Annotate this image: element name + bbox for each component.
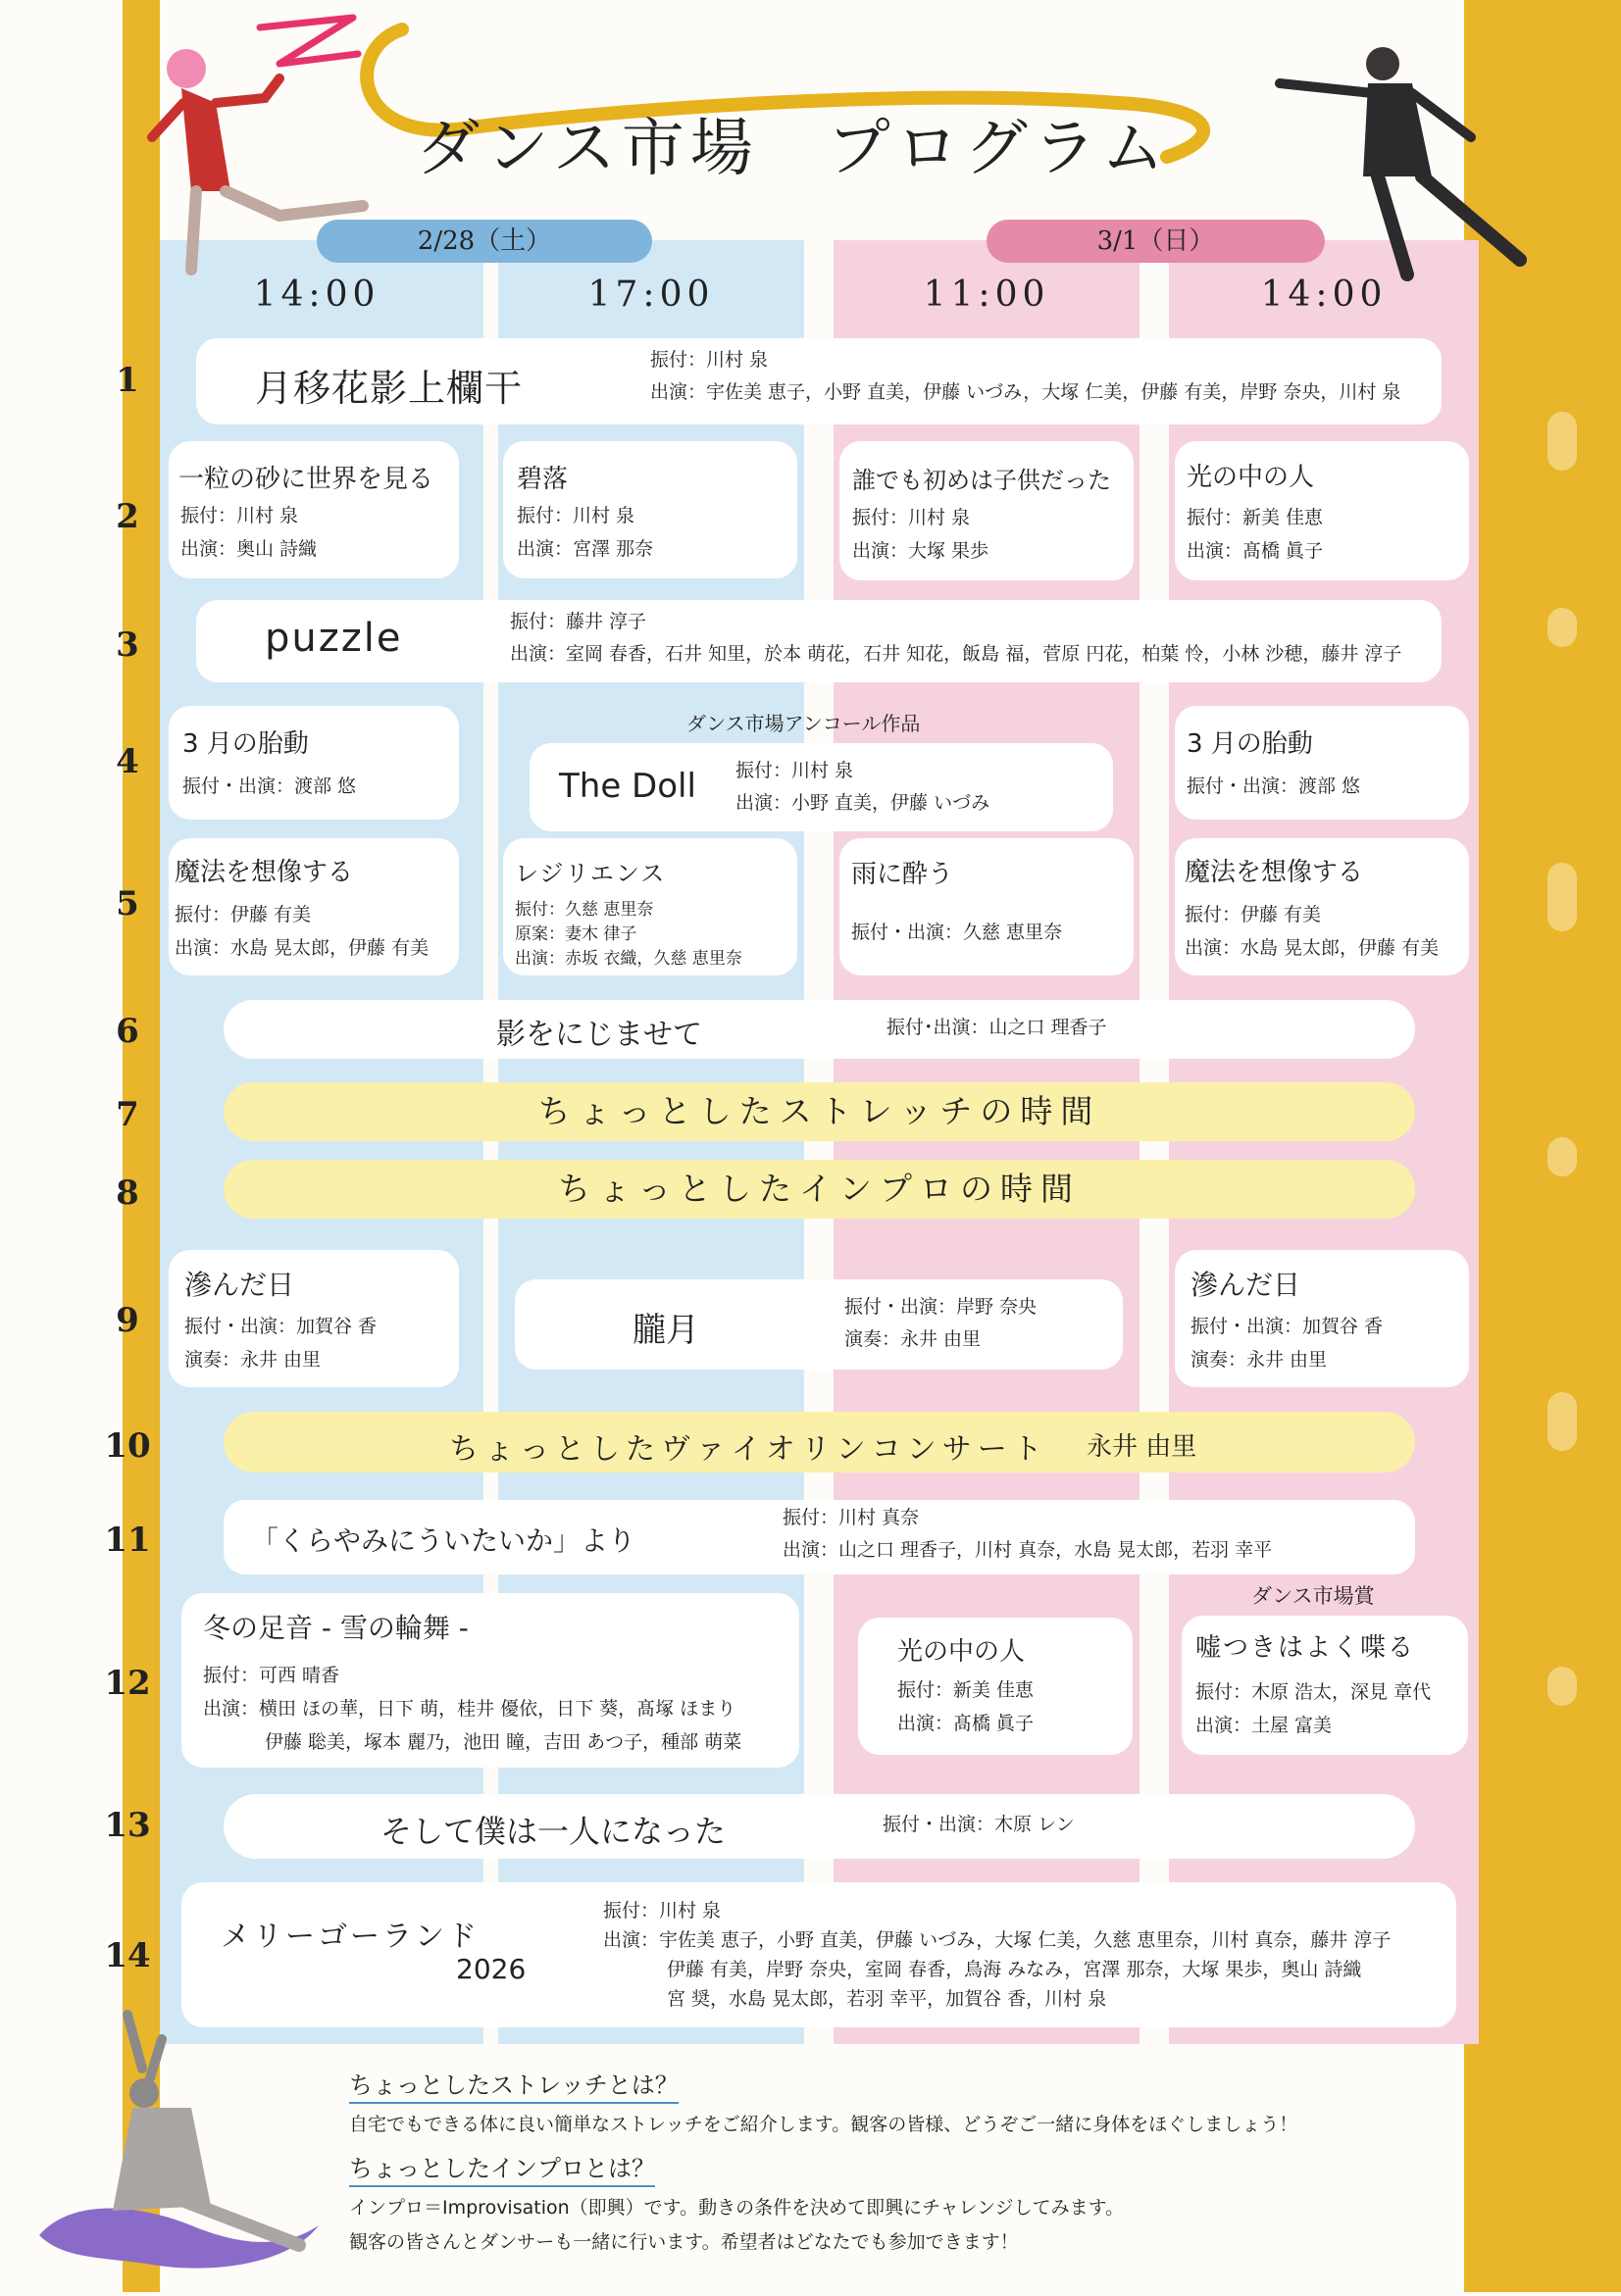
program-card-2c [839,441,1134,580]
program-card-5a [169,838,459,975]
program-musician: 演奏：永井 由里 [1190,1349,1328,1371]
program-title: 魔法を想像する [1185,858,1364,887]
program-card-5d [1175,838,1469,975]
time-slot-4: 14:00 [1260,275,1388,315]
program-card-4d [1175,706,1469,820]
program-card-11 [224,1500,1415,1574]
program-card-12-left [181,1593,799,1768]
program-title: 滲んだ日 [1190,1269,1301,1301]
row-number: 13 [104,1806,151,1845]
program-title: 影をにじませて [496,1018,702,1052]
program-title: 冬の足音 - 雪の輪舞 - [203,1612,469,1644]
program-card-5c [839,838,1134,975]
program-choreographer: 振付：川村 泉 [650,349,769,371]
program-card-9a [169,1250,459,1387]
row-number: 5 [116,884,139,923]
program-performers: 出演：水島 晃太郎，伊藤 有美 [175,937,430,959]
program-title: メリーゴーランド [221,1920,480,1954]
program-choreographer: 振付：川村 泉 [180,505,299,526]
program-choreographer: 振付：木原 浩太，深見 章代 [1195,1681,1432,1703]
program-card-4a [169,706,459,820]
program-title: 3 月の胎動 [1187,729,1313,759]
program-title: ちょっとしたインプロの時間 [558,1170,1081,1208]
program-performer: 永井 由里 [1087,1432,1197,1462]
row-number: 11 [104,1521,151,1560]
right-yellow-band [1464,0,1621,2292]
program-card-5b [503,838,797,975]
dancer-illustration-bottom [34,2000,329,2284]
program-performers: 出演：山之口 理香子，川村 真奈，水島 晃太郎，若羽 幸平 [783,1539,1273,1561]
program-title: 一粒の砂に世界を見る [178,465,434,494]
program-choreographer: 振付：川村 泉 [735,760,854,781]
program-title: ちょっとしたヴァイオリンコンサート [449,1432,1048,1467]
program-choreographer: 振付：久慈 恵里奈 [515,900,654,920]
award-label: ダンス市場賞 [1251,1584,1375,1608]
program-performers: 出演：水島 晃太郎，伊藤 有美 [1185,937,1440,959]
program-performers: 出演：髙橋 眞子 [897,1713,1035,1734]
row-number: 1 [116,361,139,400]
program-performers: 出演：大塚 果歩 [852,540,989,562]
encore-label: ダンス市場アンコール作品 [686,712,921,735]
program-title: そして僕は一人になった [380,1813,727,1850]
program-title: 光の中の人 [897,1637,1026,1667]
time-slot-1: 14:00 [253,275,380,315]
violin-concert-bar [224,1412,1415,1472]
program-credit: 振付・出演：久慈 恵里奈 [851,922,1063,943]
program-card-2b [503,441,797,578]
program-performers: 出演：土屋 富美 [1195,1715,1333,1736]
day-pill-0301: 3/1（日） [987,220,1325,263]
program-card-6 [224,1000,1415,1059]
program-card-9d [1175,1250,1469,1387]
note-heading-improv: ちょっとしたインプロとは？ [349,2149,655,2187]
program-credit: 振付・出演：渡部 悠 [182,775,357,797]
program-choreographer: 振付：伊藤 有美 [175,904,312,925]
row-number: 7 [116,1095,139,1134]
program-performers: 出演：宇佐美 恵子，小野 直美，伊藤 いづみ，大塚 仁美，伊藤 有美，岸野 奈央，川村 泉 [650,381,1401,403]
program-musician: 演奏：永井 由里 [844,1328,982,1350]
program-title: 嘘つきはよく喋る [1195,1633,1416,1663]
band-decoration [1464,0,1621,2292]
program-card-13 [224,1794,1415,1859]
program-card-3 [196,600,1442,682]
program-choreographer: 振付：川村 真奈 [783,1507,920,1528]
program-choreographer: 振付：可西 晴香 [203,1665,340,1686]
program-card-2d [1175,441,1469,580]
program-performers: 出演：横田 ほの華，日下 萌，桂井 優依，日下 葵，髙塚 ほまり [203,1698,736,1720]
program-title: 雨に酔う [851,860,954,889]
program-card-12c [858,1618,1133,1755]
program-title: 光の中の人 [1187,463,1315,492]
program-card-4-encore [530,743,1113,831]
program-credit: 振付・出演：加賀谷 香 [184,1316,378,1337]
program-musician: 演奏：永井 由里 [184,1349,322,1371]
program-choreographer: 振付：藤井 淳子 [510,611,647,632]
program-performers: 出演：小野 直美，伊藤 いづみ [735,792,990,814]
program-title: ちょっとしたストレッチの時間 [537,1092,1101,1130]
program-credit: 振付・出演：木原 レン [883,1814,1075,1835]
program-card-14 [181,1882,1456,2027]
program-performers: 出演：室岡 春香，石井 知里，於本 萌花，石井 知花，飯島 福，菅原 円花，柏葉 怜，小林 沙穂，藤井 淳子 [510,643,1402,665]
program-title: 誰でも初めは子供だった [852,467,1111,494]
program-title: 月移花影上欄干 [255,367,524,410]
program-title: レジリエンス [515,860,667,887]
program-card-12d [1182,1616,1468,1755]
program-credit: 振付・出演：渡部 悠 [1187,775,1361,797]
program-year: 2026 [456,1953,527,1985]
program-performers: 出演：宮澤 那奈 [517,538,654,560]
program-performers: 出演：赤坂 衣織，久慈 恵里奈 [515,949,742,969]
row-number: 9 [116,1301,139,1340]
program-title: 滲んだ日 [184,1269,295,1301]
program-title: 3 月の胎動 [182,729,309,759]
program-card-1 [196,338,1442,424]
time-slot-2: 17:00 [587,275,715,315]
program-credit: 振付・出演：岸野 奈央 [844,1296,1038,1318]
stretch-time-bar [224,1082,1415,1141]
program-card-2a [169,441,459,578]
row-number: 10 [104,1426,151,1466]
program-choreographer: 振付：川村 泉 [517,505,635,526]
page-title: ダンス市場 プログラム [417,113,1171,185]
program-title: 魔法を想像する [175,858,354,887]
row-number: 8 [116,1173,139,1213]
note-body-improv: インプロ＝Improvisation（即興）です。動きの条件を決めて即興にチャレンジしてみます。 [349,2197,1125,2219]
program-choreographer: 振付：川村 泉 [852,507,971,528]
note-body-improv-2: 観客の皆さんとダンサーも一緒に行います。希望者はどなたでも参加できます！ [349,2231,1019,2253]
program-title: 碧落 [517,465,569,494]
row-number: 2 [116,497,139,536]
program-credit: 振付・出演：加賀谷 香 [1190,1316,1384,1337]
program-choreographer: 振付：伊藤 有美 [1185,904,1322,925]
program-choreographer: 振付：新美 佳恵 [1187,507,1324,528]
row-number: 4 [116,742,139,781]
program-card-9-mid [515,1279,1123,1370]
program-performers-cont: 宮 奨，水島 晃太郎，若羽 幸平，加賀谷 香，川村 泉 [667,1988,1107,2010]
program-performers-cont: 伊藤 有美，岸野 奈央，室岡 春香，鳥海 みなみ，宮澤 那奈，大塚 果歩，奥山 詩織 [667,1959,1362,1980]
program-title: puzzle [265,616,403,661]
program-title: 「くらやみにういたいか」より [251,1524,636,1557]
program-title: The Doll [559,767,696,806]
note-body-stretch: 自宅でもできる体に良い簡単なストレッチをご紹介します。観客の皆様、どうぞご一緒に身体をほぐしましょう！ [349,2114,1298,2135]
program-origin: 原案：妻木 律子 [515,924,637,944]
note-heading-stretch: ちょっとしたストレッチとは？ [349,2066,679,2104]
program-choreographer: 振付：川村 泉 [603,1900,722,1922]
program-title: 朧月 [633,1311,699,1350]
program-performers: 出演：髙橋 眞子 [1187,540,1324,562]
program-performers: 出演：奥山 詩織 [180,538,318,560]
row-number: 6 [116,1012,139,1051]
time-slot-3: 11:00 [923,275,1050,315]
program-performers: 出演：宇佐美 恵子，小野 直美，伊藤 いづみ，大塚 仁美，久慈 恵里奈，川村 真奈，藤井 淳子 [603,1929,1392,1951]
day-pill-0228: 2/28（土） [317,220,652,263]
row-number: 12 [104,1664,151,1703]
row-number: 3 [116,625,139,665]
program-choreographer: 振付：新美 佳恵 [897,1679,1035,1701]
program-credit: 振付･出演：山之口 理香子 [886,1017,1107,1038]
program-performers-cont: 伊藤 聡美，塚本 麗乃，池田 瞳，吉田 あつ子，種部 萌菜 [265,1731,742,1753]
improv-time-bar [224,1160,1415,1219]
row-number: 14 [104,1936,151,1975]
